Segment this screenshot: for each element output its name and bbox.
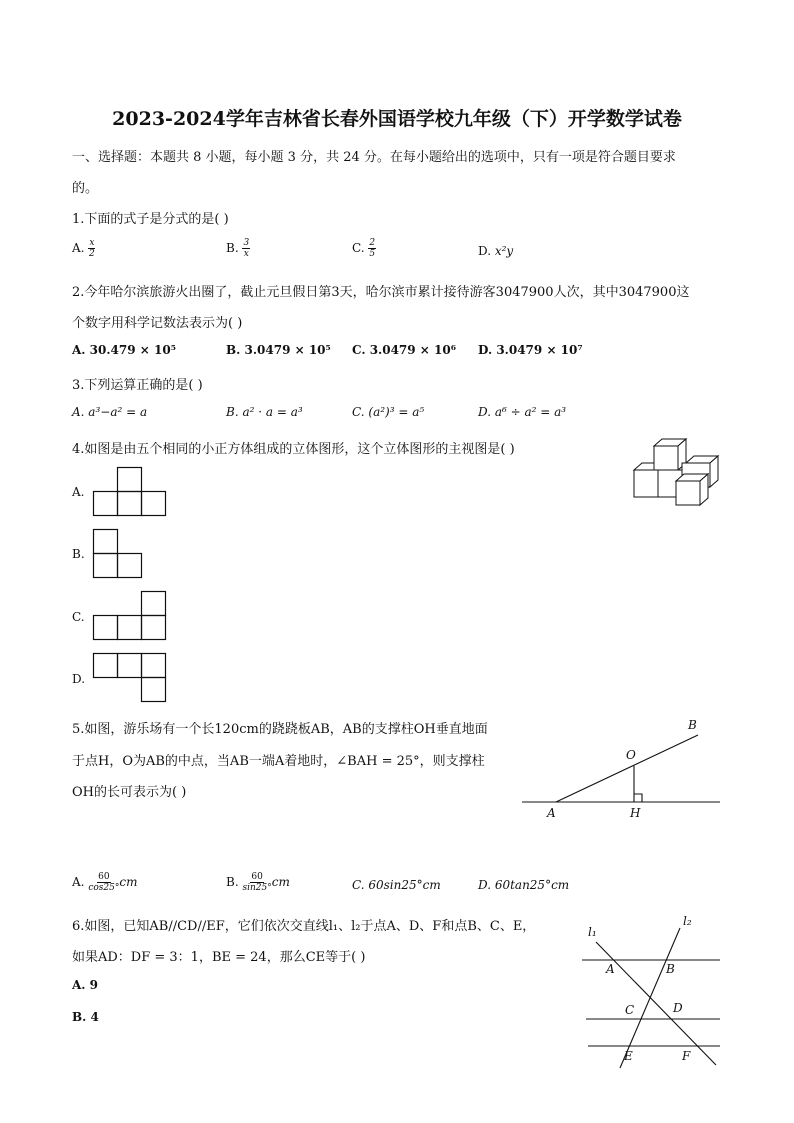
q6-label-a: A	[606, 962, 615, 976]
q2-option-b: B. 3.0479 × 10⁵	[226, 343, 331, 357]
q3-option-d: D. a⁶ ÷ a² = a³	[478, 405, 567, 419]
q5-option-d: D. 60tan25°cm	[478, 878, 570, 892]
q6-label-l2: l₂	[683, 914, 692, 928]
q2-option-a: A. 30.479 × 10⁵	[72, 343, 176, 357]
q2-line2: 个数字用科学记数法表示为( )	[72, 316, 243, 331]
q1-stem: 1.下面的式子是分式的是( )	[72, 212, 229, 227]
q6-label-c: C	[625, 1003, 635, 1017]
q5-b-fraction	[242, 872, 271, 893]
q5-a-unit: cm	[119, 875, 138, 889]
q6-option-a: A. 9	[72, 978, 99, 992]
q1-a-fraction	[88, 238, 95, 259]
q6-label-e: E	[624, 1049, 633, 1063]
page-title: 2023-2024学年吉林省长春外国语学校九年级（下）开学数学试卷	[112, 108, 682, 130]
q1-a-den: 2	[88, 249, 95, 259]
q4-option-a-figure	[93, 467, 169, 517]
q1-option-d	[478, 244, 513, 258]
q5-label-o: O	[626, 748, 636, 762]
q4-option-b-figure	[93, 529, 145, 579]
q6-line-l2	[620, 928, 680, 1068]
q5-a-label: A.	[72, 875, 85, 889]
section-heading-line1: 一、选择题：本题共 8 小题，每小题 3 分，共 24 分。在每小题给出的选项中，只有一项是符合题目要求	[72, 150, 676, 165]
q5-b-label: B.	[226, 875, 239, 889]
section-heading-line2: 的。	[72, 181, 99, 196]
q3-stem: 3.下列运算正确的是( )	[72, 378, 203, 393]
q1-a-num: x	[89, 238, 95, 248]
q6-parallel-lines-figure	[580, 920, 730, 1070]
q5-board-line	[556, 735, 698, 802]
q5-label-b: B	[688, 718, 697, 732]
q5-option-c: C. 60sin25°cm	[352, 878, 441, 892]
q5-a-den: cos25°	[88, 883, 120, 893]
q1-a-label: A.	[72, 241, 85, 255]
q5-b-den: sin25°	[242, 883, 272, 893]
q1-b-den: x	[243, 249, 249, 259]
q6-line1: 6.如图，已知AB//CD//EF，它们依次交直线l₁、l₂于点A、D、F和点B、C、E，	[72, 919, 536, 934]
q4-option-c-label: C.	[72, 610, 85, 624]
q1-c-label: C.	[352, 241, 365, 255]
q6-label-l1: l₁	[588, 925, 597, 939]
q1-option-b	[226, 238, 250, 259]
q5-b-num: 60	[251, 872, 263, 882]
q1-option-a	[72, 238, 95, 259]
q3-option-a: A. a³−a² = a	[72, 405, 148, 419]
q5-b-unit: cm	[271, 875, 290, 889]
q6-option-b: B. 4	[72, 1010, 99, 1024]
q4-option-d-label: D.	[72, 672, 86, 686]
q1-b-fraction	[242, 238, 250, 259]
q6-label-f: F	[682, 1049, 691, 1063]
q2-line1: 2.今年哈尔滨旅游火出圈了，截止元旦假日第3天，哈尔滨市累计接待游客3047900人次，其中3047900这	[72, 285, 690, 300]
q1-d-label: D.	[478, 244, 492, 258]
q6-label-d: D	[673, 1001, 683, 1015]
q5-a-num: 60	[98, 872, 110, 882]
q5-label-h: H	[630, 806, 641, 820]
q1-b-num: 3	[243, 238, 250, 248]
q5-a-fraction	[88, 872, 119, 893]
q4-option-b-label: B.	[72, 547, 85, 561]
q3-option-c: C. (a²)³ = a⁵	[352, 405, 425, 419]
q3-option-b: B. a² · a = a³	[226, 405, 303, 419]
q4-cubes-figure	[630, 436, 720, 508]
q2-option-c: C. 3.0479 × 10⁶	[352, 343, 456, 357]
q6-label-b: B	[666, 962, 675, 976]
q5-option-b	[226, 872, 290, 893]
q1-c-num: 2	[369, 238, 376, 248]
q1-c-fraction	[368, 238, 376, 259]
q5-line2: 于点H，O为AB的中点，当AB一端A着地时，∠BAH = 25°，则支撑柱	[72, 754, 485, 769]
q5-right-angle-mark	[634, 794, 642, 802]
q4-option-c-figure	[93, 591, 169, 641]
q1-b-label: B.	[226, 241, 239, 255]
q4-option-a-label: A.	[72, 485, 85, 499]
q4-option-d-figure	[93, 653, 169, 703]
q1-option-c	[352, 238, 376, 259]
q5-line3: OH的长可表示为( )	[72, 785, 187, 800]
q1-c-den: 5	[369, 249, 376, 259]
q6-line2: 如果AD：DF = 3：1，BE = 24，那么CE等于( )	[72, 950, 366, 965]
q2-option-d: D. 3.0479 × 10⁷	[478, 343, 583, 357]
q5-label-a: A	[547, 806, 556, 820]
q1-d-expr: x²y	[494, 244, 514, 258]
q5-option-a	[72, 872, 137, 893]
q5-line1: 5.如图，游乐场有一个长120cm的跷跷板AB，AB的支撑柱OH垂直地面	[72, 722, 488, 737]
q4-stem: 4.如图是由五个相同的小正方体组成的立体图形，这个立体图形的主视图是( )	[72, 442, 515, 457]
